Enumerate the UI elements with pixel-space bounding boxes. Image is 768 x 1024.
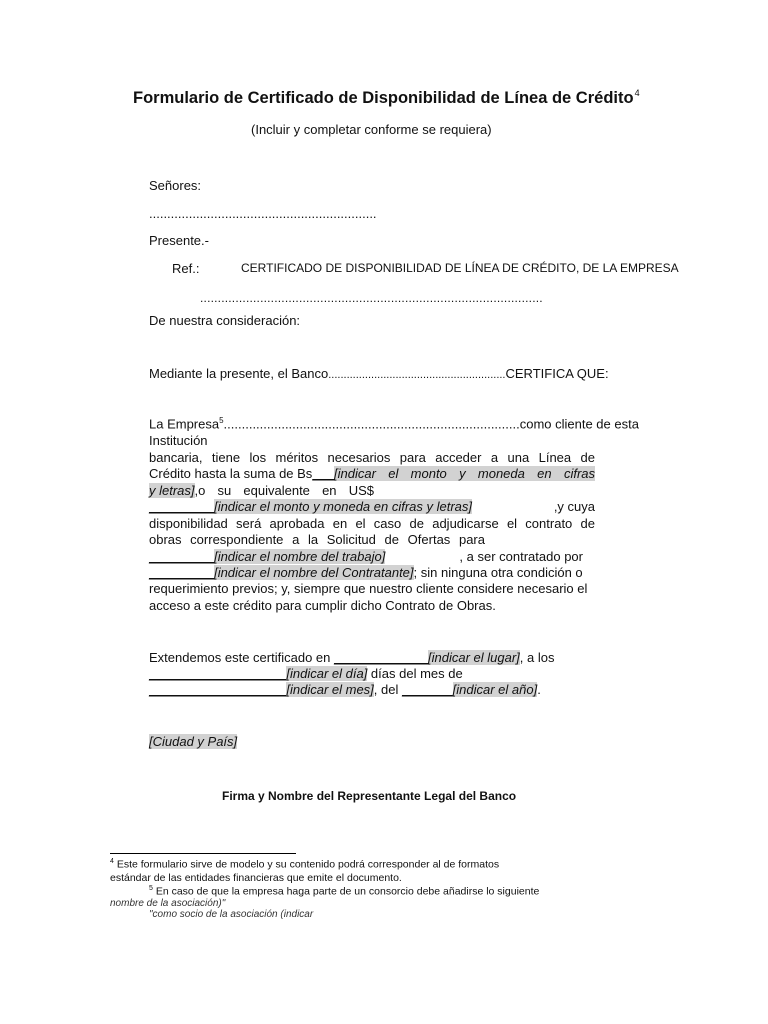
p1-line-2: Institución: [149, 433, 208, 448]
ref-label: Ref.:: [172, 261, 200, 276]
footnote-5-line-3: "como socio de la asociación (indicar: [149, 909, 314, 920]
p2-line-2: [149, 666, 463, 681]
presente: Presente.-: [149, 233, 209, 248]
usd-blank: _________: [149, 499, 215, 514]
work-blank: _________: [149, 549, 215, 564]
intro-dots: ..........................................................: [328, 369, 506, 381]
salutation: Señores:: [149, 178, 202, 193]
footnote-5-text: En caso de que la empresa haga parte de un consorcio debe añadirse lo siguiente: [155, 885, 540, 898]
p1-line-12: acceso a este crédito para cumplir dicho Contrato de Obras.: [149, 598, 496, 613]
usd-label: ,o su equivalente en US$: [194, 483, 374, 498]
p1-line-6: [149, 499, 595, 514]
bs-blank: ___: [312, 466, 335, 481]
p2-line-1-start: Extendemos este certificado en: [149, 650, 331, 665]
place-placeholder: [indicar el lugar]: [428, 650, 520, 665]
month-placeholder: [indicar el mes]: [286, 682, 374, 697]
month-blank: ___________________: [149, 682, 287, 697]
p2-line-3-end: .: [537, 682, 541, 697]
empresa-dots: ..................................................................................: [223, 416, 520, 432]
p2-line-3: [149, 682, 541, 697]
title-text: Formulario de Certificado de Disponibilidad de Línea de Crédito: [133, 89, 634, 107]
ref-dots: .................................................................................................: [200, 291, 543, 305]
p1-line-10: [149, 565, 583, 580]
amount-placeholder-2: [indicar el monto y moneda en cifras y letras]: [214, 499, 473, 514]
year-placeholder: [indicar el año]: [452, 682, 538, 697]
p2-line-1-end: , a los: [519, 650, 555, 665]
work-name-placeholder: [indicar el nombre del trabajo]: [214, 549, 386, 564]
footnote-4-text: Este formulario sirve de modelo y su contenido podrá corresponder al de formatos: [116, 858, 500, 871]
contractor-placeholder: [indicar el nombre del Contratante]: [214, 565, 414, 580]
place-blank: _____________: [334, 650, 429, 665]
p2-line-2-end: días del mes de: [367, 666, 463, 681]
city-country: [149, 734, 237, 749]
greeting: De nuestra consideración:: [149, 313, 301, 328]
year-blank: _______: [402, 682, 453, 697]
recipient-dots: ...............................................................: [149, 206, 377, 221]
p2-line-3-mid: , del: [373, 682, 399, 697]
subtitle: (Incluir y completar conforme se requiera): [251, 122, 492, 137]
footnote-4-line-1: [110, 858, 499, 871]
ref-text: CERTIFICADO DE DISPONIBILIDAD DE LÍNEA DE CRÉDITO, DE LA EMPRESA: [241, 261, 679, 275]
amount-placeholder-1-cont: y letras]: [149, 483, 195, 498]
amount-placeholder-1: [indicar el monto y moneda en cifras: [334, 466, 595, 481]
p2-line-1: [149, 650, 554, 665]
footnote-4-number: 4: [110, 858, 114, 865]
p1-line-11: requerimiento previos; y, siempre que nuestro cliente considere necesario el: [149, 581, 588, 596]
page-title: [133, 89, 640, 108]
empresa-label: La Empresa: [149, 416, 220, 432]
bs-label: Crédito hasta la suma de Bs: [149, 466, 313, 481]
p1-line-7: disponibilidad será aprobada en el caso de adjudicarse el contrato de: [149, 516, 595, 531]
intro-line: [149, 366, 609, 381]
p1-line-6-end: ,y cuya: [553, 499, 595, 514]
p1-line-5: [149, 483, 374, 498]
footnote-ref-5: 5: [219, 416, 224, 425]
intro-prefix: Mediante la presente, el Banco: [149, 366, 329, 381]
p1-line-4: [149, 466, 595, 481]
footnote-5-line-1: [149, 885, 539, 898]
title-footnote-ref: 4: [634, 88, 640, 98]
footnote-4-line-2: estándar de las entidades financieras que emite el documento.: [110, 872, 402, 884]
city-country-placeholder: [Ciudad y País]: [149, 734, 238, 749]
p1-line-10-end: ; sin ninguna otra condición o: [413, 565, 583, 580]
p1-line-9: [149, 549, 583, 564]
p1-line-1: [149, 416, 658, 431]
p1-line-1-end: como cliente de esta: [519, 416, 639, 432]
p1-line-3: bancaria, tiene los méritos necesarios para acceder a una Línea de: [149, 450, 595, 465]
p1-line-8: obras correspondiente a la Solicitud de Ofertas para: [149, 532, 485, 547]
signature-line: Firma y Nombre del Representante Legal del Banco: [222, 789, 517, 803]
footnote-5-line-2: nombre de la asociación)": [110, 898, 226, 909]
contractor-blank: _________: [149, 565, 215, 580]
day-blank: ___________________: [149, 666, 287, 681]
intro-suffix: CERTIFICA QUE:: [505, 366, 609, 381]
p1-line-9-end: , a ser contratado por: [459, 549, 583, 564]
footnote-5-number: 5: [149, 885, 153, 892]
day-placeholder: [indicar el día]: [286, 666, 368, 681]
footnote-separator: [110, 853, 296, 854]
